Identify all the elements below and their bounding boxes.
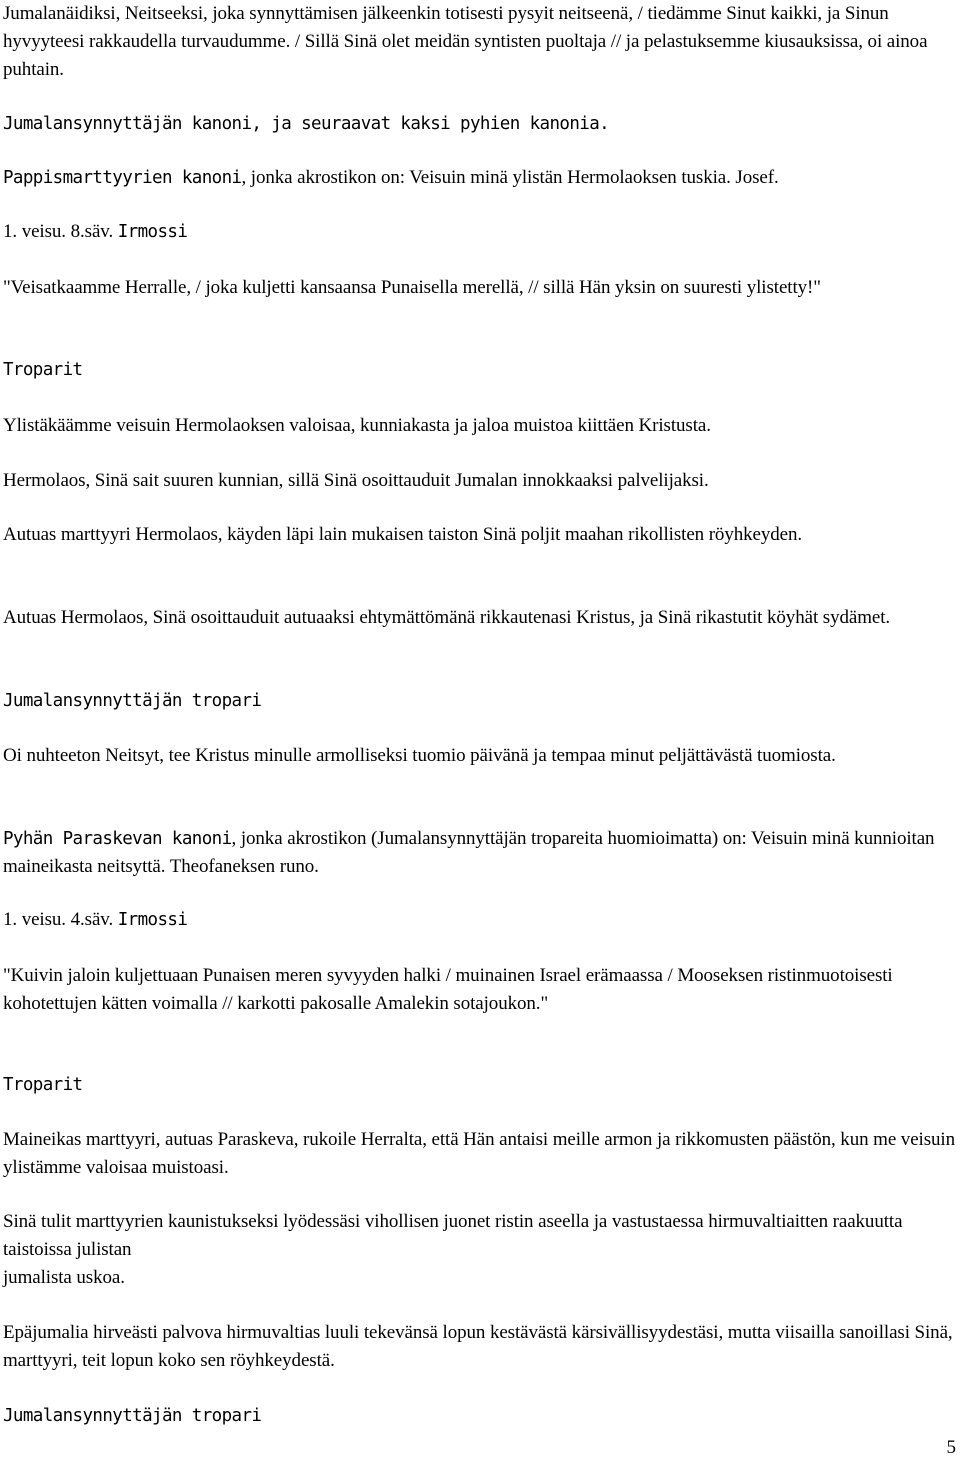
page-number: 5	[946, 1437, 956, 1458]
heading-theotokion-1: Jumalansynnyttäjän tropari	[3, 691, 262, 711]
heading-irmos-1: Irmossi	[117, 222, 188, 242]
paragraph-troparion-2: Hermolaos, Sinä sait suuren kunnian, sillä Sinä osoittauduit Jumalan innokkaaksi palvelijaksi.	[3, 470, 709, 491]
hieromartyrs-canon-text: , jonka akrostikon on: Veisuin minä ylistän Hermolaoksen tuskia. Josef.	[241, 167, 779, 188]
paragraph-troparion-4: Autuas Hermolaos, Sinä osoittauduit autuaaksi ehtymättömänä rikkautenasi Kristus, ja Sinä rikastutit köyhät sydämet.	[3, 607, 891, 628]
paragraph-troparion-1: Ylistäkäämme veisuin Hermolaoksen valoisaa, kunniakasta ja jaloa muistoa kiittäen Kristusta.	[3, 415, 711, 436]
troparion-6-last-line: jumalista uskoa.	[3, 1267, 125, 1288]
paragraph-irmos-1: "Veisatkaamme Herralle, / joka kuljetti kansaansa Punaisella merellä, // sillä Hän yksin on suuresti ylistetty!"	[3, 277, 821, 298]
paragraph-paraskeva-canon	[3, 825, 958, 881]
paragraph-irmos-2: "Kuivin jaloin kuljettuaan Punaisen meren syvyyden halki / muinainen Israel erämaassa / Mooseksen ristinmuotoisesti kohotettujen kätten voimalla // karkotti pakosalle Amalekin sotajoukon."	[3, 965, 893, 1014]
paragraph-troparion-7: Epäjumalia hirveästi palvova hirmuvaltias luuli tekevänsä lopun kestävästä kärsivällisyydestäsi, mutta viisailla sanoillasi Sinä, marttyyri, teit lopun koko sen röyhkeydestä.	[3, 1322, 953, 1371]
heading-theotokion-2: Jumalansynnyttäjän tropari	[3, 1406, 262, 1426]
paragraph-theotokion-1: Oi nuhteeton Neitsyt, tee Kristus minulle armolliseksi tuomio päivänä ja tempaa minut peljättävästä tuomiosta.	[3, 745, 836, 766]
heading-hieromartyrs-canon: Pappismarttyyrien kanoni	[3, 168, 242, 188]
paragraph-troparion-5: Maineikas marttyyri, autuas Paraskeva, rukoile Herralta, että Hän antaisi meille armon ja rikkomusten päästön, kun me veisuin ylistämme valoisaa muistoasi.	[3, 1129, 955, 1178]
ode-label-1: 1. veisu. 8.säv.	[3, 221, 118, 242]
paragraph-theotokion-end: Jumalanäidiksi, Neitseeksi, joka synnyttämisen jälkeenkin totisesti pysyit neitseenä, / tiedämme Sinut kaikki, ja Sinun hyvyyteesi rakkaudella turvaudumme. / Sillä Sinä olet meidän syntisten puoltaja // ja pelastuksemme kiusauksissa, oi ainoa puhtain.	[3, 3, 928, 80]
ode-line-2	[3, 906, 958, 934]
heading-theotokos-canon: Jumalansynnyttäjän kanoni, ja seuraavat kaksi pyhien kanonia.	[3, 114, 610, 134]
paragraph-troparion-3: Autuas marttyyri Hermolaos, käyden läpi lain mukaisen taiston Sinä poljit maahan rikollisten röyhkeyden.	[3, 524, 803, 545]
paraskeva-canon-text: , jonka akrostikon (Jumalansynnyttäjän tropareita huomioimatta) on: Veisuin minä kunnioitan maineikasta neitsyttä. Theofaneksen runo.	[3, 828, 935, 877]
paragraph-troparion-6	[3, 1208, 958, 1292]
heading-troparia-2: Troparit	[3, 1075, 83, 1095]
troparion-6-text: Sinä tulit marttyyrien kaunistukseksi lyödessäsi vihollisen juonet ristin aseella ja vastustaessa hirmuvaltiaitten raakuutta taistoissa julistan	[3, 1211, 903, 1260]
ode-line-1	[3, 218, 958, 246]
ode-label-2: 1. veisu. 4.säv.	[3, 909, 118, 930]
heading-troparia-1: Troparit	[3, 360, 83, 380]
heading-paraskeva-canon: Pyhän Paraskevan kanoni	[3, 829, 232, 849]
paragraph-hieromartyrs-canon	[3, 164, 958, 192]
heading-irmos-2: Irmossi	[117, 910, 188, 930]
